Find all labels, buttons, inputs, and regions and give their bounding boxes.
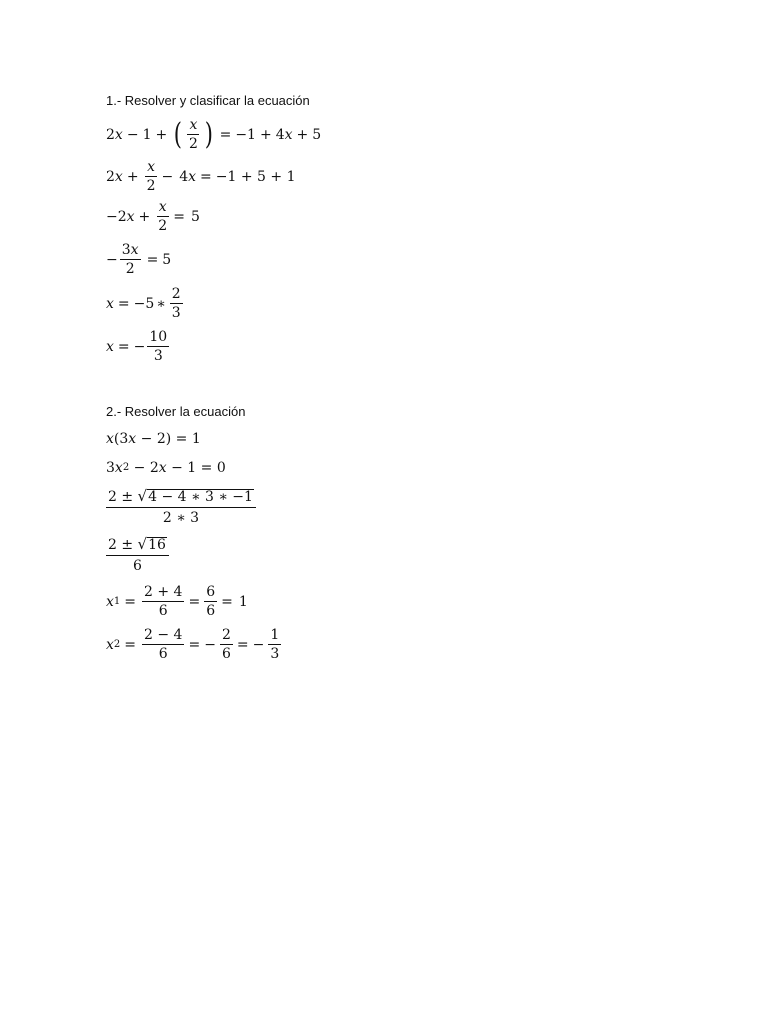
variable: x <box>128 431 137 447</box>
variable: x <box>106 636 114 653</box>
p1-equation-line-3 <box>106 200 200 233</box>
operator: + <box>296 126 309 143</box>
numerator <box>106 537 169 556</box>
fraction <box>120 243 141 276</box>
numerator: 2 <box>221 627 231 643</box>
variable: x <box>114 126 123 143</box>
denominator: 6 <box>133 558 142 574</box>
numerator: x <box>147 159 155 175</box>
radical-sign: √ <box>137 487 148 505</box>
denominator: 6 <box>158 646 168 662</box>
equals: = <box>219 126 232 143</box>
equals: = <box>200 168 212 185</box>
subscript: 2 <box>113 638 121 650</box>
numerator-term: 2 ± <box>108 537 134 553</box>
denominator: 3 <box>153 348 163 364</box>
variable: x <box>158 460 167 476</box>
exponent: 2 <box>122 462 130 473</box>
denominator: 2 <box>188 136 198 152</box>
fraction <box>170 287 183 320</box>
p1-equation-line-6 <box>106 330 171 363</box>
term: − 2 <box>129 460 159 476</box>
p2-equation-line-1 <box>106 432 201 446</box>
equals: = <box>117 338 130 355</box>
equals: = <box>236 636 249 653</box>
fraction <box>187 118 200 151</box>
square-root <box>138 537 167 552</box>
operator: + <box>259 126 272 143</box>
numerator: 2 − 4 <box>144 627 183 643</box>
coef: 3 <box>106 460 115 476</box>
right-side: 5 <box>190 208 200 225</box>
term: −1 <box>235 126 256 143</box>
equals: = <box>173 208 185 225</box>
variable: x <box>284 126 293 143</box>
multiply: ∗ <box>156 295 166 312</box>
term: 1 <box>142 126 152 143</box>
p2-equation-line-6 <box>106 628 283 661</box>
p2-equation-line-5 <box>106 585 248 618</box>
square-root <box>138 489 254 504</box>
p1-equation-line-2 <box>106 160 296 193</box>
term: − 2) = 1 <box>136 431 201 447</box>
equals: = <box>188 593 201 610</box>
coef: 4 <box>275 126 285 143</box>
coef: 2 <box>106 126 115 143</box>
variable: x <box>106 338 114 355</box>
term: −5 <box>133 295 155 312</box>
sign: − <box>252 636 265 653</box>
right-side: 5 <box>162 251 172 268</box>
variable: x <box>106 431 114 447</box>
left-paren: ( <box>173 116 183 152</box>
numerator: 2 <box>171 286 181 302</box>
p2-equation-line-2 <box>106 461 226 475</box>
numerator: 6 <box>206 584 216 600</box>
denominator: 6 <box>221 646 231 662</box>
operator: − <box>126 126 139 143</box>
radical-sign: √ <box>137 535 148 553</box>
variable: x <box>126 208 135 225</box>
num-variable: x <box>130 242 139 258</box>
fraction <box>142 585 184 618</box>
equals: = <box>188 636 201 653</box>
denominator: 2 <box>158 218 168 234</box>
numerator: 2 + 4 <box>144 584 183 600</box>
variable: x <box>106 295 114 312</box>
variable: x <box>106 593 114 610</box>
fraction <box>106 537 169 573</box>
denominator: 3 <box>270 646 280 662</box>
numerator-term: 2 ± <box>108 489 134 505</box>
term: (3 <box>113 431 129 447</box>
sign: − <box>133 338 146 355</box>
result: 1 <box>238 593 248 610</box>
numerator: 1 <box>270 627 280 643</box>
p1-equation-line-1 <box>106 118 321 151</box>
numerator <box>120 243 141 260</box>
operator: + <box>155 126 168 143</box>
fraction <box>156 200 169 233</box>
fraction <box>268 628 281 661</box>
denominator: 6 <box>158 603 168 619</box>
operator: + <box>126 168 139 185</box>
equals: = <box>146 251 159 268</box>
p2-equation-line-3 <box>106 489 256 525</box>
equals: = <box>124 593 137 610</box>
coef: −2 <box>106 208 127 225</box>
numerator: x <box>158 199 167 215</box>
denominator: 2 <box>146 178 156 194</box>
coef: 4 <box>179 168 189 185</box>
right-side: −1 + 5 + 1 <box>215 168 296 185</box>
radicand: 4 − 4 ∗ 3 ∗ −1 <box>148 489 253 505</box>
p1-equation-line-5 <box>106 287 185 320</box>
problem-1-heading: 1.- Resolver y clasificar la ecuación <box>106 93 310 108</box>
operator: + <box>138 208 151 225</box>
operator: − <box>161 168 174 185</box>
fraction <box>145 160 158 193</box>
variable: x <box>114 168 123 185</box>
sign: − <box>106 251 118 268</box>
sign: − <box>204 636 216 653</box>
equals: = <box>117 295 130 312</box>
problem-2-heading: 2.- Resolver la ecuación <box>106 404 246 419</box>
fraction <box>220 628 233 661</box>
right-paren: ) <box>204 116 213 152</box>
subscript: 1 <box>113 595 121 607</box>
denominator: 3 <box>171 305 181 321</box>
fraction <box>147 330 169 363</box>
term: − 1 = 0 <box>166 460 226 476</box>
coef: 2 <box>106 168 115 185</box>
equals: = <box>124 636 137 653</box>
denominator: 2 ∗ 3 <box>162 510 200 526</box>
p1-equation-line-4 <box>106 243 171 276</box>
denominator: 2 <box>125 261 135 277</box>
radicand: 16 <box>148 537 166 553</box>
fraction <box>142 628 184 661</box>
equals: = <box>221 593 233 610</box>
fraction <box>204 585 217 618</box>
numerator: 10 <box>149 329 168 345</box>
denominator: 6 <box>206 603 216 619</box>
numerator <box>106 489 256 508</box>
numerator: x <box>189 117 198 133</box>
p2-equation-line-4 <box>106 537 169 573</box>
quadratic-formula-fraction <box>106 489 256 525</box>
num-coef: 3 <box>121 242 131 258</box>
term: 5 <box>312 126 322 143</box>
variable: x <box>114 460 123 476</box>
variable: x <box>188 168 197 185</box>
